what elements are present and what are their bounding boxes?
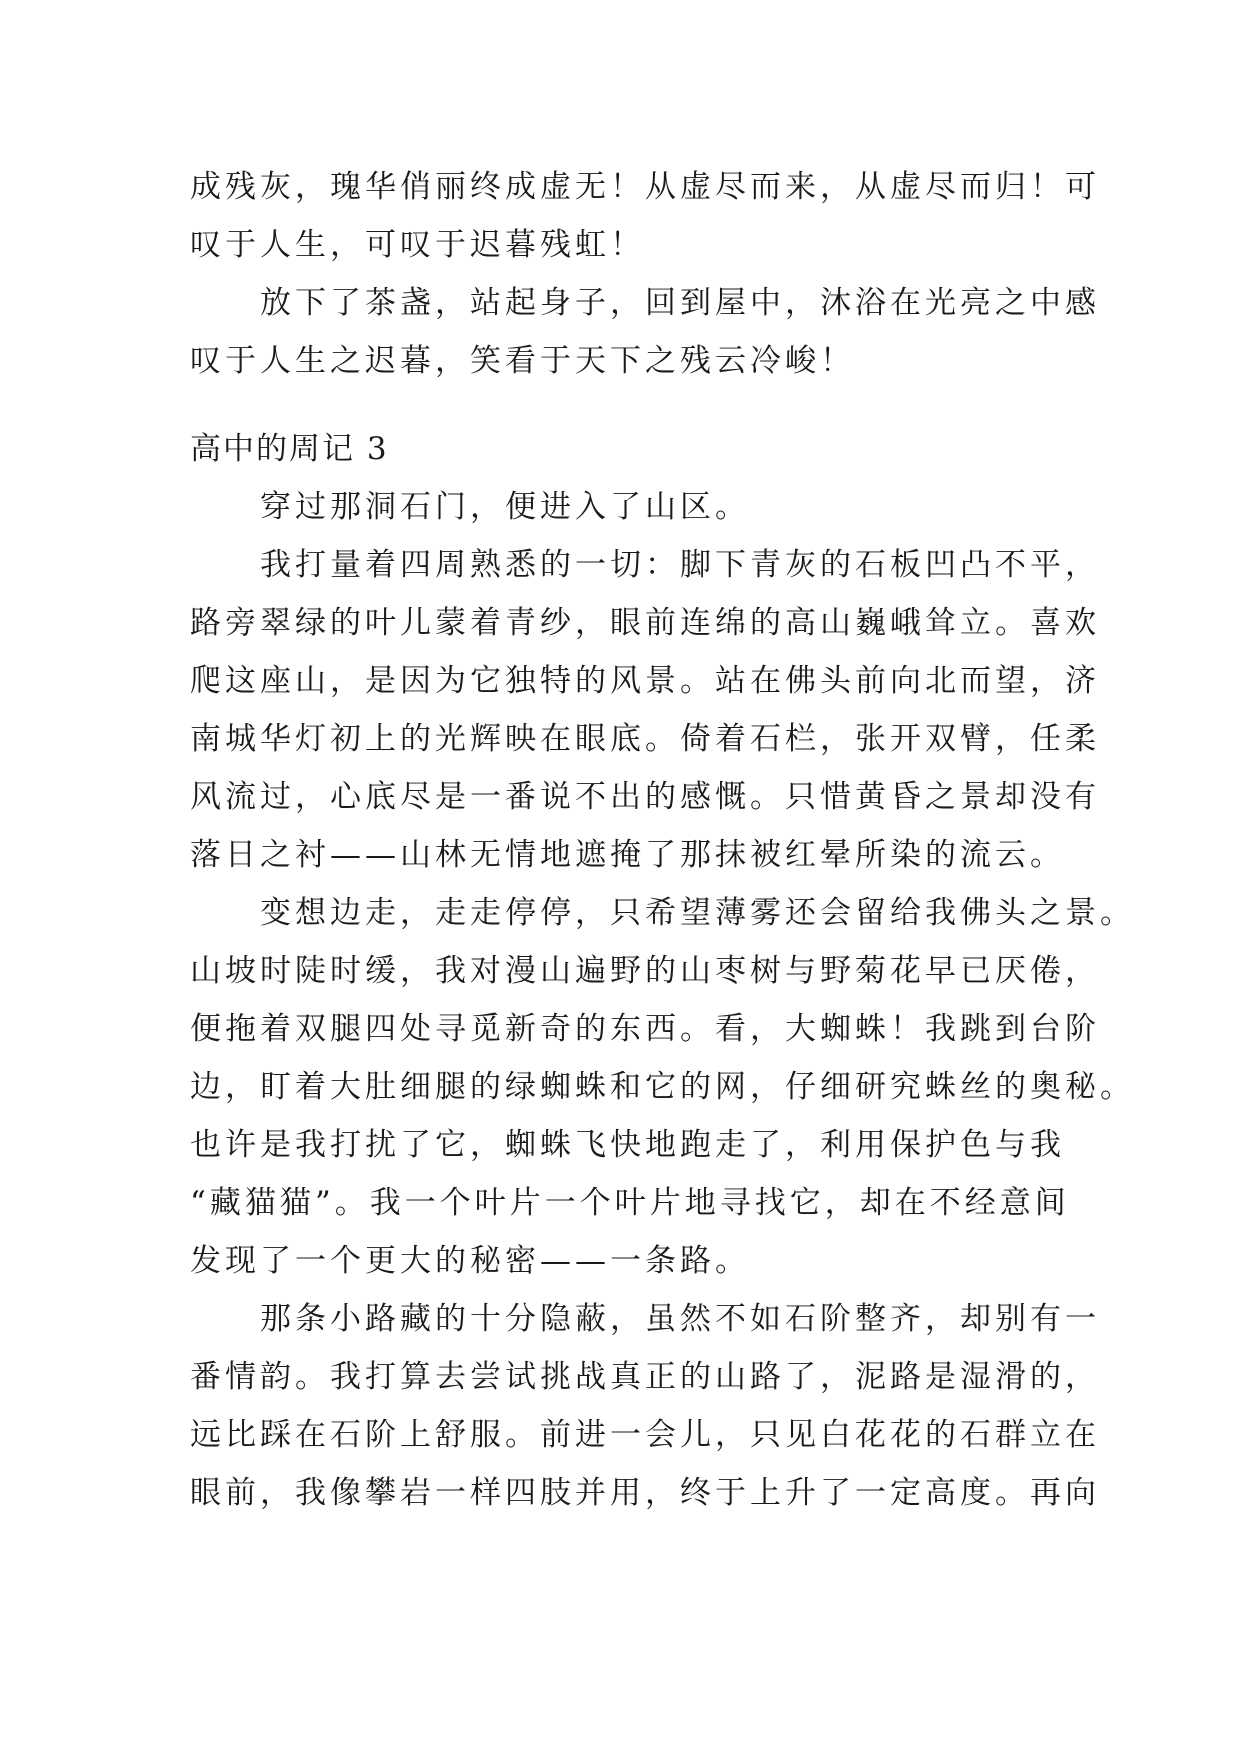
paragraph-continued <box>190 158 1100 274</box>
document-body <box>190 158 1135 1522</box>
text-line: 放下了茶盏，站起身子，回到屋中，沐浴在光亮之中感 <box>260 285 1100 321</box>
text-line: 远比踩在石阶上舒服。前进一会儿，只见白花花的石群立在 <box>190 1417 1100 1453</box>
text-line: 南城华灯初上的光辉映在眼底。倚着石栏，张开双臂，任柔 <box>190 721 1100 757</box>
text-line: 番情韵。我打算去尝试挑战真正的山路了，泥路是湿滑的， <box>190 1359 1100 1395</box>
text-line: 变想边走，走走停停，只希望薄雾还会留给我佛头之景。 <box>260 895 1135 931</box>
section-title: 高中的周记 3 <box>190 431 389 467</box>
text-line: 眼前，我像攀岩一样四肢并用，终于上升了一定高度。再向 <box>190 1475 1100 1511</box>
text-line: 成残灰，瑰华俏丽终成虚无！从虚尽而来，从虚尽而归！可 <box>190 169 1100 205</box>
text-line: 叹于人生之迟暮，笑看于天下之残云冷峻！ <box>190 343 855 379</box>
section-spacer <box>190 390 1060 420</box>
text-line: 那条小路藏的十分隐蔽，虽然不如石阶整齐，却别有一 <box>260 1301 1100 1337</box>
text-line: 也许是我打扰了它，蜘蛛飞快地跑走了，利用保护色与我 <box>190 1127 1065 1163</box>
paragraph <box>190 478 1060 536</box>
paragraph <box>190 536 1100 884</box>
text-line: 爬这座山，是因为它独特的风景。站在佛头前向北而望，济 <box>190 663 1100 699</box>
text-line: 发现了一个更大的秘密——一条路。 <box>190 1243 750 1279</box>
paragraph <box>190 274 1100 390</box>
text-line: 我打量着四周熟悉的一切：脚下青灰的石板凹凸不平， <box>260 547 1100 583</box>
text-line: 边，盯着大肚细腿的绿蜘蛛和它的网，仔细研究蛛丝的奥秘。 <box>190 1069 1135 1105</box>
paragraph <box>190 884 1135 1290</box>
text-line: 落日之衬——山林无情地遮掩了那抹被红晕所染的流云。 <box>190 837 1065 873</box>
paragraph <box>190 1290 1100 1522</box>
text-line: 便拖着双腿四处寻觅新奇的东西。看，大蜘蛛！我跳到台阶 <box>190 1011 1100 1047</box>
text-line: 路旁翠绿的叶儿蒙着青纱，眼前连绵的高山巍峨耸立。喜欢 <box>190 605 1100 641</box>
text-line: “藏猫猫”。我一个叶片一个叶片地寻找它，却在不经意间 <box>190 1185 1070 1221</box>
text-line: 叹于人生，可叹于迟暮残虹！ <box>190 227 645 263</box>
text-line: 风流过，心底尽是一番说不出的感慨。只惜黄昏之景却没有 <box>190 779 1100 815</box>
text-line: 山坡时陡时缓，我对漫山遍野的山枣树与野菊花早已厌倦， <box>190 953 1100 989</box>
text-line: 穿过那洞石门，便进入了山区。 <box>260 489 750 525</box>
